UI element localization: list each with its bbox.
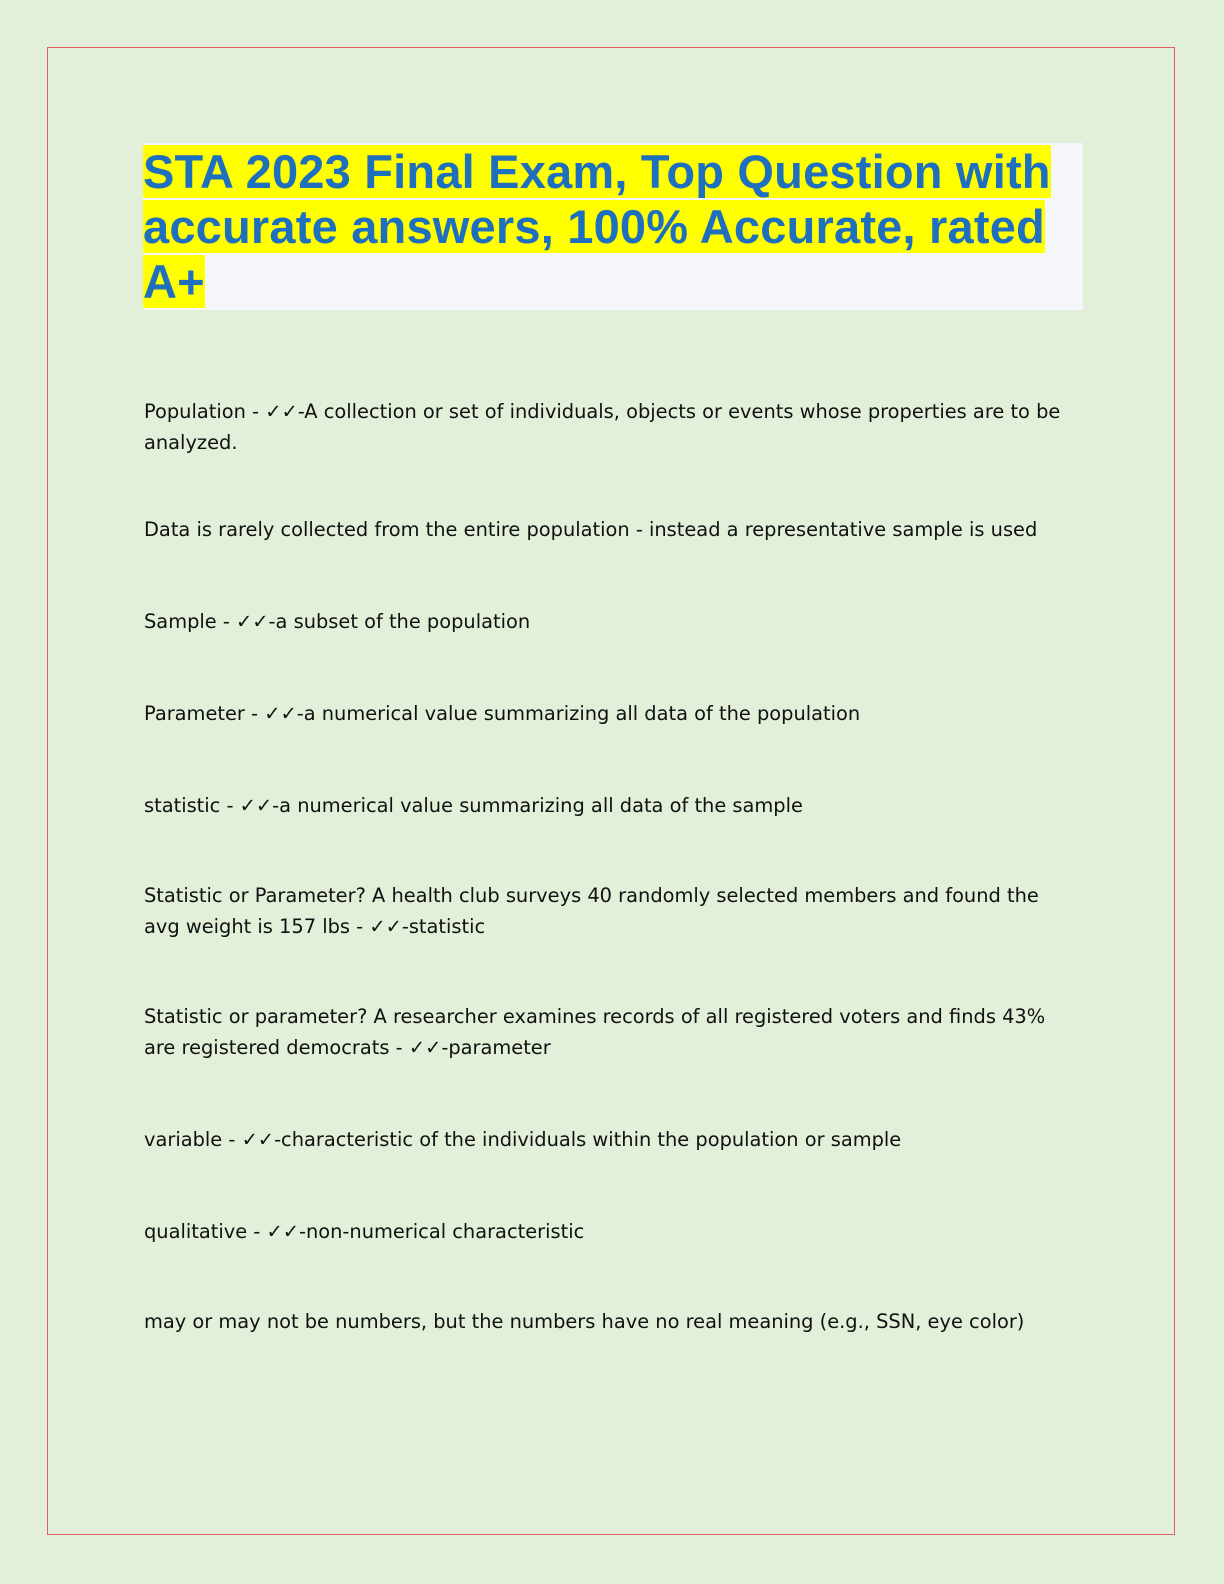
entry-definition: -a subset of the population xyxy=(268,610,531,633)
entry-term: Population xyxy=(144,400,246,423)
double-check-icon: ✓✓ xyxy=(241,1128,275,1151)
double-check-icon: ✓✓ xyxy=(266,1220,299,1243)
entry-statistic xyxy=(144,790,1074,821)
entry-question-voters xyxy=(144,1001,1074,1063)
entry-definition: -parameter xyxy=(441,1036,551,1059)
double-check-icon: ✓✓ xyxy=(369,915,402,938)
entry-note-data-collection xyxy=(144,514,1074,545)
entry-term: Parameter xyxy=(144,702,245,725)
entry-note-qualitative-numbers xyxy=(144,1306,1074,1337)
double-check-icon: ✓✓ xyxy=(236,610,269,633)
entry-variable xyxy=(144,1124,1074,1155)
entry-definition: -A collection or set of individuals, objects or events whose properties are to be analyzed. xyxy=(144,400,1061,454)
entry-term: Statistic or parameter? A researcher examines records of all registered voters and finds 43% are registered democrats xyxy=(144,1005,1046,1059)
entry-separator: - xyxy=(350,915,370,938)
double-check-icon: ✓✓ xyxy=(239,794,273,817)
entry-definition: -characteristic of the individuals within the population or sample xyxy=(274,1128,902,1151)
entry-separator: - xyxy=(222,1128,242,1151)
entry-text: Data is rarely collected from the entire population - instead a representative sample is used xyxy=(144,518,1038,541)
title-highlight: STA 2023 Final Exam, Top Question with accurate answers, 100% Accurate, rated A+ xyxy=(143,145,1051,308)
entry-parameter xyxy=(144,698,1074,729)
entry-separator: - xyxy=(247,1220,267,1243)
entry-term: variable xyxy=(144,1128,223,1151)
entry-separator: - xyxy=(389,1036,409,1059)
entry-term: Statistic or Parameter? A health club surveys 40 randomly selected members and found the avg weight is 157 lbs xyxy=(144,884,1039,938)
entry-term: statistic xyxy=(144,794,221,817)
entry-separator: - xyxy=(220,794,240,817)
entry-term: qualitative xyxy=(144,1220,248,1243)
entry-population xyxy=(144,396,1074,458)
entry-sample xyxy=(144,606,1074,637)
entry-separator: - xyxy=(245,400,266,423)
entry-text: may or may not be numbers, but the numbers have no real meaning (e.g., SSN, eye color) xyxy=(144,1310,1025,1333)
entry-definition: -a numerical value summarizing all data of the sample xyxy=(272,794,803,817)
double-check-icon: ✓✓ xyxy=(265,400,298,423)
entry-qualitative xyxy=(144,1216,1074,1247)
entry-definition: -statistic xyxy=(401,915,486,938)
double-check-icon: ✓✓ xyxy=(264,702,297,725)
entry-question-health-club xyxy=(144,880,1074,942)
entry-separator: - xyxy=(244,702,265,725)
title-block xyxy=(143,143,1083,310)
entry-definition: -a numerical value summarizing all data of the population xyxy=(296,702,861,725)
entry-separator: - xyxy=(216,610,237,633)
entry-definition: -non-numerical characteristic xyxy=(298,1220,585,1243)
entry-term: Sample xyxy=(144,610,217,633)
page-title xyxy=(143,143,1083,309)
double-check-icon: ✓✓ xyxy=(408,1036,442,1059)
